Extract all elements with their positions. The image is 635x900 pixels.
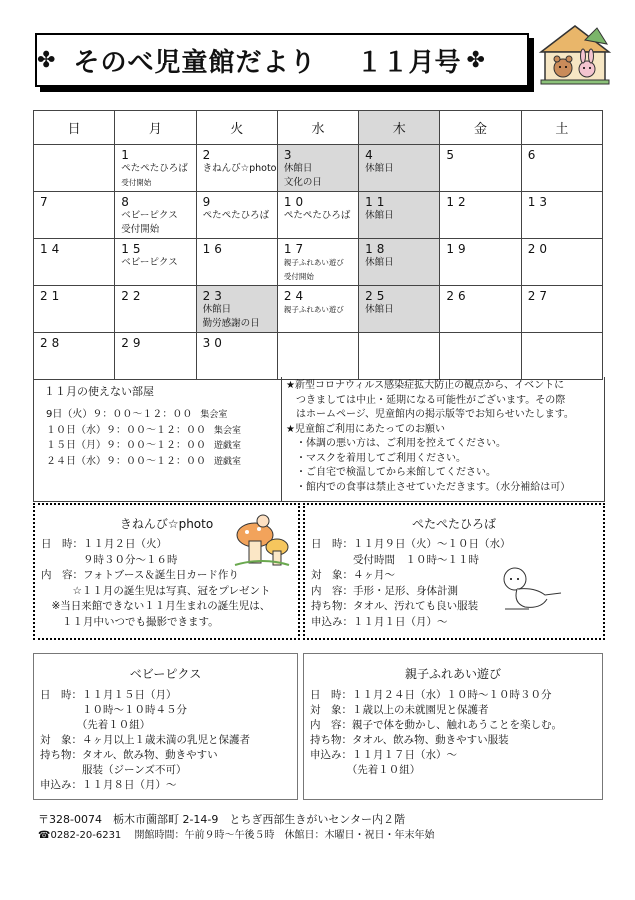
notice-line: ★新型コロナウィルス感染症拡大防止の観点から、イベントに	[286, 380, 565, 391]
day-event: 受付開始	[283, 272, 314, 281]
newsletter-title-box	[35, 33, 529, 87]
babypics-line: 持ち物：タオル、飲み物、動きやすい	[40, 749, 218, 761]
day-number	[522, 333, 602, 336]
kinenbi-line: ９時３０分～１６時	[41, 553, 178, 566]
calendar-day-cell	[440, 145, 521, 192]
day-header: 水	[277, 111, 358, 145]
calendar-day-cell	[115, 145, 196, 192]
day-event: きねんび☆photo	[202, 163, 277, 174]
day-number: 3	[283, 148, 296, 162]
calendar-day-cell	[196, 145, 277, 192]
day-event: 受付開始	[121, 224, 160, 235]
footer-address: 〒328-0074 栃木市薗部町 2-14-9 とちぎ西部生きがいセンター内２階	[38, 813, 405, 826]
petapeta-line: 内 容：手形・足形、身体計測	[311, 584, 458, 597]
info-section	[33, 377, 605, 502]
calendar-day-cell	[521, 333, 602, 380]
calendar-day-cell	[34, 145, 115, 192]
petapeta-hiroba-box	[303, 503, 605, 640]
day-event: 休館日	[365, 163, 394, 174]
baby-pics-box	[33, 653, 298, 800]
calendar-day-cell	[34, 333, 115, 380]
calendar-day-cell	[359, 145, 440, 192]
day-header: 土	[521, 111, 602, 145]
day-event: 休館日	[202, 304, 232, 315]
calendar-day-cell	[196, 239, 277, 286]
day-number: 27	[527, 289, 551, 303]
calendar-day-cell	[115, 192, 196, 239]
day-header: 月	[115, 111, 196, 145]
kinenbi-line: ※当日来館できない１１月生まれの誕生児は、	[41, 600, 271, 612]
day-number	[440, 333, 520, 336]
day-event: 文化の日	[283, 177, 322, 188]
day-number: 4	[365, 148, 377, 162]
petapeta-line: 日 時：１１月９日（火）～１０日（水）	[311, 538, 511, 550]
day-number: 21	[40, 289, 64, 303]
babypics-line: （先着１０組）	[40, 719, 151, 731]
day-number: 9	[202, 195, 215, 209]
oyako-line: 日 時：１１月２４日（水）１０時～１０時３０分	[310, 689, 552, 701]
room-name: 遊戯室	[214, 441, 242, 451]
day-event: 親子ふれあい遊び	[283, 305, 344, 314]
calendar-day-cell	[359, 286, 440, 333]
day-event: ベビーピクス	[121, 257, 178, 268]
room-name: 集会室	[214, 425, 242, 436]
newsletter-title: そのべ児童館だより	[73, 47, 317, 78]
day-number: 2	[202, 148, 215, 162]
oyako-line: 持ち物：タオル、飲み物、動きやすい服装	[310, 734, 509, 746]
calendar-day-cell	[115, 333, 196, 380]
calendar-week	[34, 239, 603, 286]
day-event: ベビーピクス	[121, 210, 178, 221]
petapeta-line: 申込み：１１月１日（月）～	[311, 615, 448, 628]
calendar-day-cell	[196, 333, 277, 380]
day-number: 18	[365, 242, 389, 256]
babypics-line: 申込み：１１月８日（月）～	[40, 779, 177, 791]
day-event: ぺたぺたひろば	[283, 210, 351, 221]
calendar-day-cell	[440, 239, 521, 286]
unavailable-rooms-panel	[34, 377, 282, 501]
clover-icon: ✤	[37, 47, 56, 73]
calendar-day-cell	[115, 286, 196, 333]
calendar-day-cell	[277, 286, 358, 333]
day-number: 15	[121, 242, 145, 256]
day-number: 7	[40, 195, 52, 209]
day-number: 6	[527, 148, 540, 162]
notice-line: はホームページ、児童館内の掲示版等でお知らせいたします。	[286, 409, 574, 420]
day-number	[359, 333, 439, 336]
calendar-day-cell	[277, 333, 358, 380]
day-number: 22	[121, 289, 145, 303]
oyako-fureai-box	[303, 653, 603, 800]
house-with-animals-illustration	[535, 22, 615, 90]
calendar-day-cell	[196, 286, 277, 333]
petapeta-line: 持ち物：タオル、汚れても良い服装	[311, 600, 479, 612]
calendar-day-cell	[521, 286, 602, 333]
room-date-time: １０日（水）９：００～１２：００	[46, 424, 206, 436]
notice-line: ・体調の悪い方は、ご利用を控えてください。	[286, 438, 506, 449]
calendar-day-cell	[277, 192, 358, 239]
calendar-week	[34, 145, 603, 192]
calendar-day-cell	[34, 239, 115, 286]
kinenbi-line: 内 容：フォトブース＆誕生日カード作り	[41, 569, 239, 581]
day-header: 木	[359, 111, 440, 145]
notice-line: ★児童館ご利用にあたってのお願い	[286, 423, 445, 435]
oyako-line: 対 象：１歳以上の未就園児と保護者	[310, 704, 489, 716]
day-number: 25	[365, 289, 389, 303]
unavailable-room-row	[46, 408, 227, 423]
room-date-time: １５日（月）９：００～１２：００	[46, 440, 206, 451]
day-number: 13	[527, 195, 551, 209]
calendar-day-cell	[34, 192, 115, 239]
oyako-line: 申込み：１１月１７日（水）～	[310, 749, 457, 761]
day-number: 11	[365, 195, 389, 209]
kinenbi-line: ☆１１月の誕生児は写真、冠をプレゼント	[41, 584, 271, 597]
day-header: 金	[440, 111, 521, 145]
day-number: 19	[446, 242, 470, 256]
notice-line: つきましては中止・延期になる可能性がございます。その際	[286, 394, 566, 406]
petapeta-title: ぺたぺたひろば	[411, 517, 496, 531]
day-header: 火	[196, 111, 277, 145]
calendar-day-cell	[34, 286, 115, 333]
baby-pics-title: ベビーピクス	[129, 667, 202, 681]
calendar-week	[34, 286, 603, 333]
day-number: 10	[283, 195, 308, 209]
clover-icon: ✤	[466, 47, 485, 73]
babypics-line: 対 象：４ヶ月以上１歳未満の乳児と保護者	[40, 734, 250, 746]
kinenbi-line: １１月中いつでも撮影できます。	[41, 615, 219, 628]
day-number: 29	[121, 336, 145, 350]
notice-line: ・ご自宅で検温してから来館してください。	[286, 467, 496, 478]
day-number: 28	[40, 336, 64, 350]
calendar-day-cell	[115, 239, 196, 286]
calendar-day-cell	[196, 192, 277, 239]
day-number: 12	[446, 195, 470, 209]
day-number	[34, 145, 114, 148]
calendar-day-cell	[277, 145, 358, 192]
calendar-day-cell	[359, 333, 440, 380]
day-number: 23	[202, 289, 226, 303]
calendar-day-cell	[359, 239, 440, 286]
kinenbi-line: 日 時：１１月２日（火）	[41, 538, 167, 550]
room-date-time: 9日（火）９：００～１２：００	[46, 409, 193, 420]
room-name: 集会室	[200, 410, 228, 420]
kinenbi-photo-box	[33, 503, 300, 640]
day-event: 休館日	[283, 163, 313, 174]
day-number: 17	[283, 242, 308, 256]
calendar-week	[34, 333, 603, 380]
day-event: 休館日	[365, 210, 394, 221]
calendar-week	[34, 192, 603, 239]
day-number: 5	[446, 148, 459, 162]
day-number	[278, 333, 358, 336]
calendar-day-cell	[440, 286, 521, 333]
babypics-line: 日 時：１１月１５日（月）	[40, 689, 177, 701]
babypics-line: 服装（ジーンズ不可）	[40, 764, 187, 776]
calendar-day-cell	[521, 192, 602, 239]
day-number: 30	[202, 336, 226, 350]
calendar-day-cell	[440, 333, 521, 380]
calendar-table	[33, 110, 603, 380]
day-number: 20	[527, 242, 551, 256]
day-header: 日	[34, 111, 115, 145]
unavailable-room-row	[46, 439, 241, 454]
oyako-line: 内 容：親子で体を動かし、触れあうことを楽しむ。	[310, 719, 562, 731]
day-number: 1	[121, 148, 133, 162]
kinenbi-title: きねんび☆photo	[119, 517, 214, 531]
day-event: 受付開始	[121, 178, 152, 187]
calendar-day-cell	[359, 192, 440, 239]
oyako-line: （先着１０組）	[310, 764, 421, 776]
day-event: ぺたぺたひろば	[202, 210, 270, 221]
oyako-title: 親子ふれあい遊び	[404, 667, 501, 681]
day-event: 勤労感謝の日	[202, 318, 260, 329]
unavailable-rooms-title: １１月の使えない部屋	[44, 385, 154, 398]
day-number: 24	[283, 289, 308, 303]
calendar-day-cell	[440, 192, 521, 239]
day-number: 26	[446, 289, 470, 303]
petapeta-line: 受付時間 １０時～１１時	[311, 553, 479, 566]
day-event: 親子ふれあい遊び	[283, 258, 344, 267]
day-event: ぺたぺたひろば	[121, 163, 188, 174]
babypics-line: １０時～１０時４５分	[40, 704, 187, 716]
notice-line: ・館内での食事は禁止させていただきます。（水分補給は可）	[286, 481, 571, 493]
notice-line: ・マスクを着用してご利用ください。	[286, 452, 466, 464]
petapeta-line: 対 象：４ヶ月～	[311, 569, 395, 581]
unavailable-room-row	[46, 455, 241, 470]
calendar-day-cell	[277, 239, 358, 286]
unavailable-room-row	[46, 424, 241, 439]
notice-panel	[282, 377, 604, 501]
day-number: 14	[40, 242, 64, 256]
day-number: 8	[121, 195, 133, 209]
footer-phone-hours: ☎0282-20-6231 開館時間：午前９時～午後５時 休館日：木曜日・祝日・年末年始	[38, 830, 435, 841]
room-name: 遊戯室	[214, 456, 242, 467]
day-event: 休館日	[365, 257, 394, 268]
calendar-day-cell	[521, 239, 602, 286]
day-number: 16	[202, 242, 226, 256]
day-event: 休館日	[365, 304, 394, 315]
calendar-day-cell	[521, 145, 602, 192]
room-date-time: ２４日（水）９：００～１２：００	[46, 455, 206, 467]
month-label: １１月号	[356, 47, 461, 78]
